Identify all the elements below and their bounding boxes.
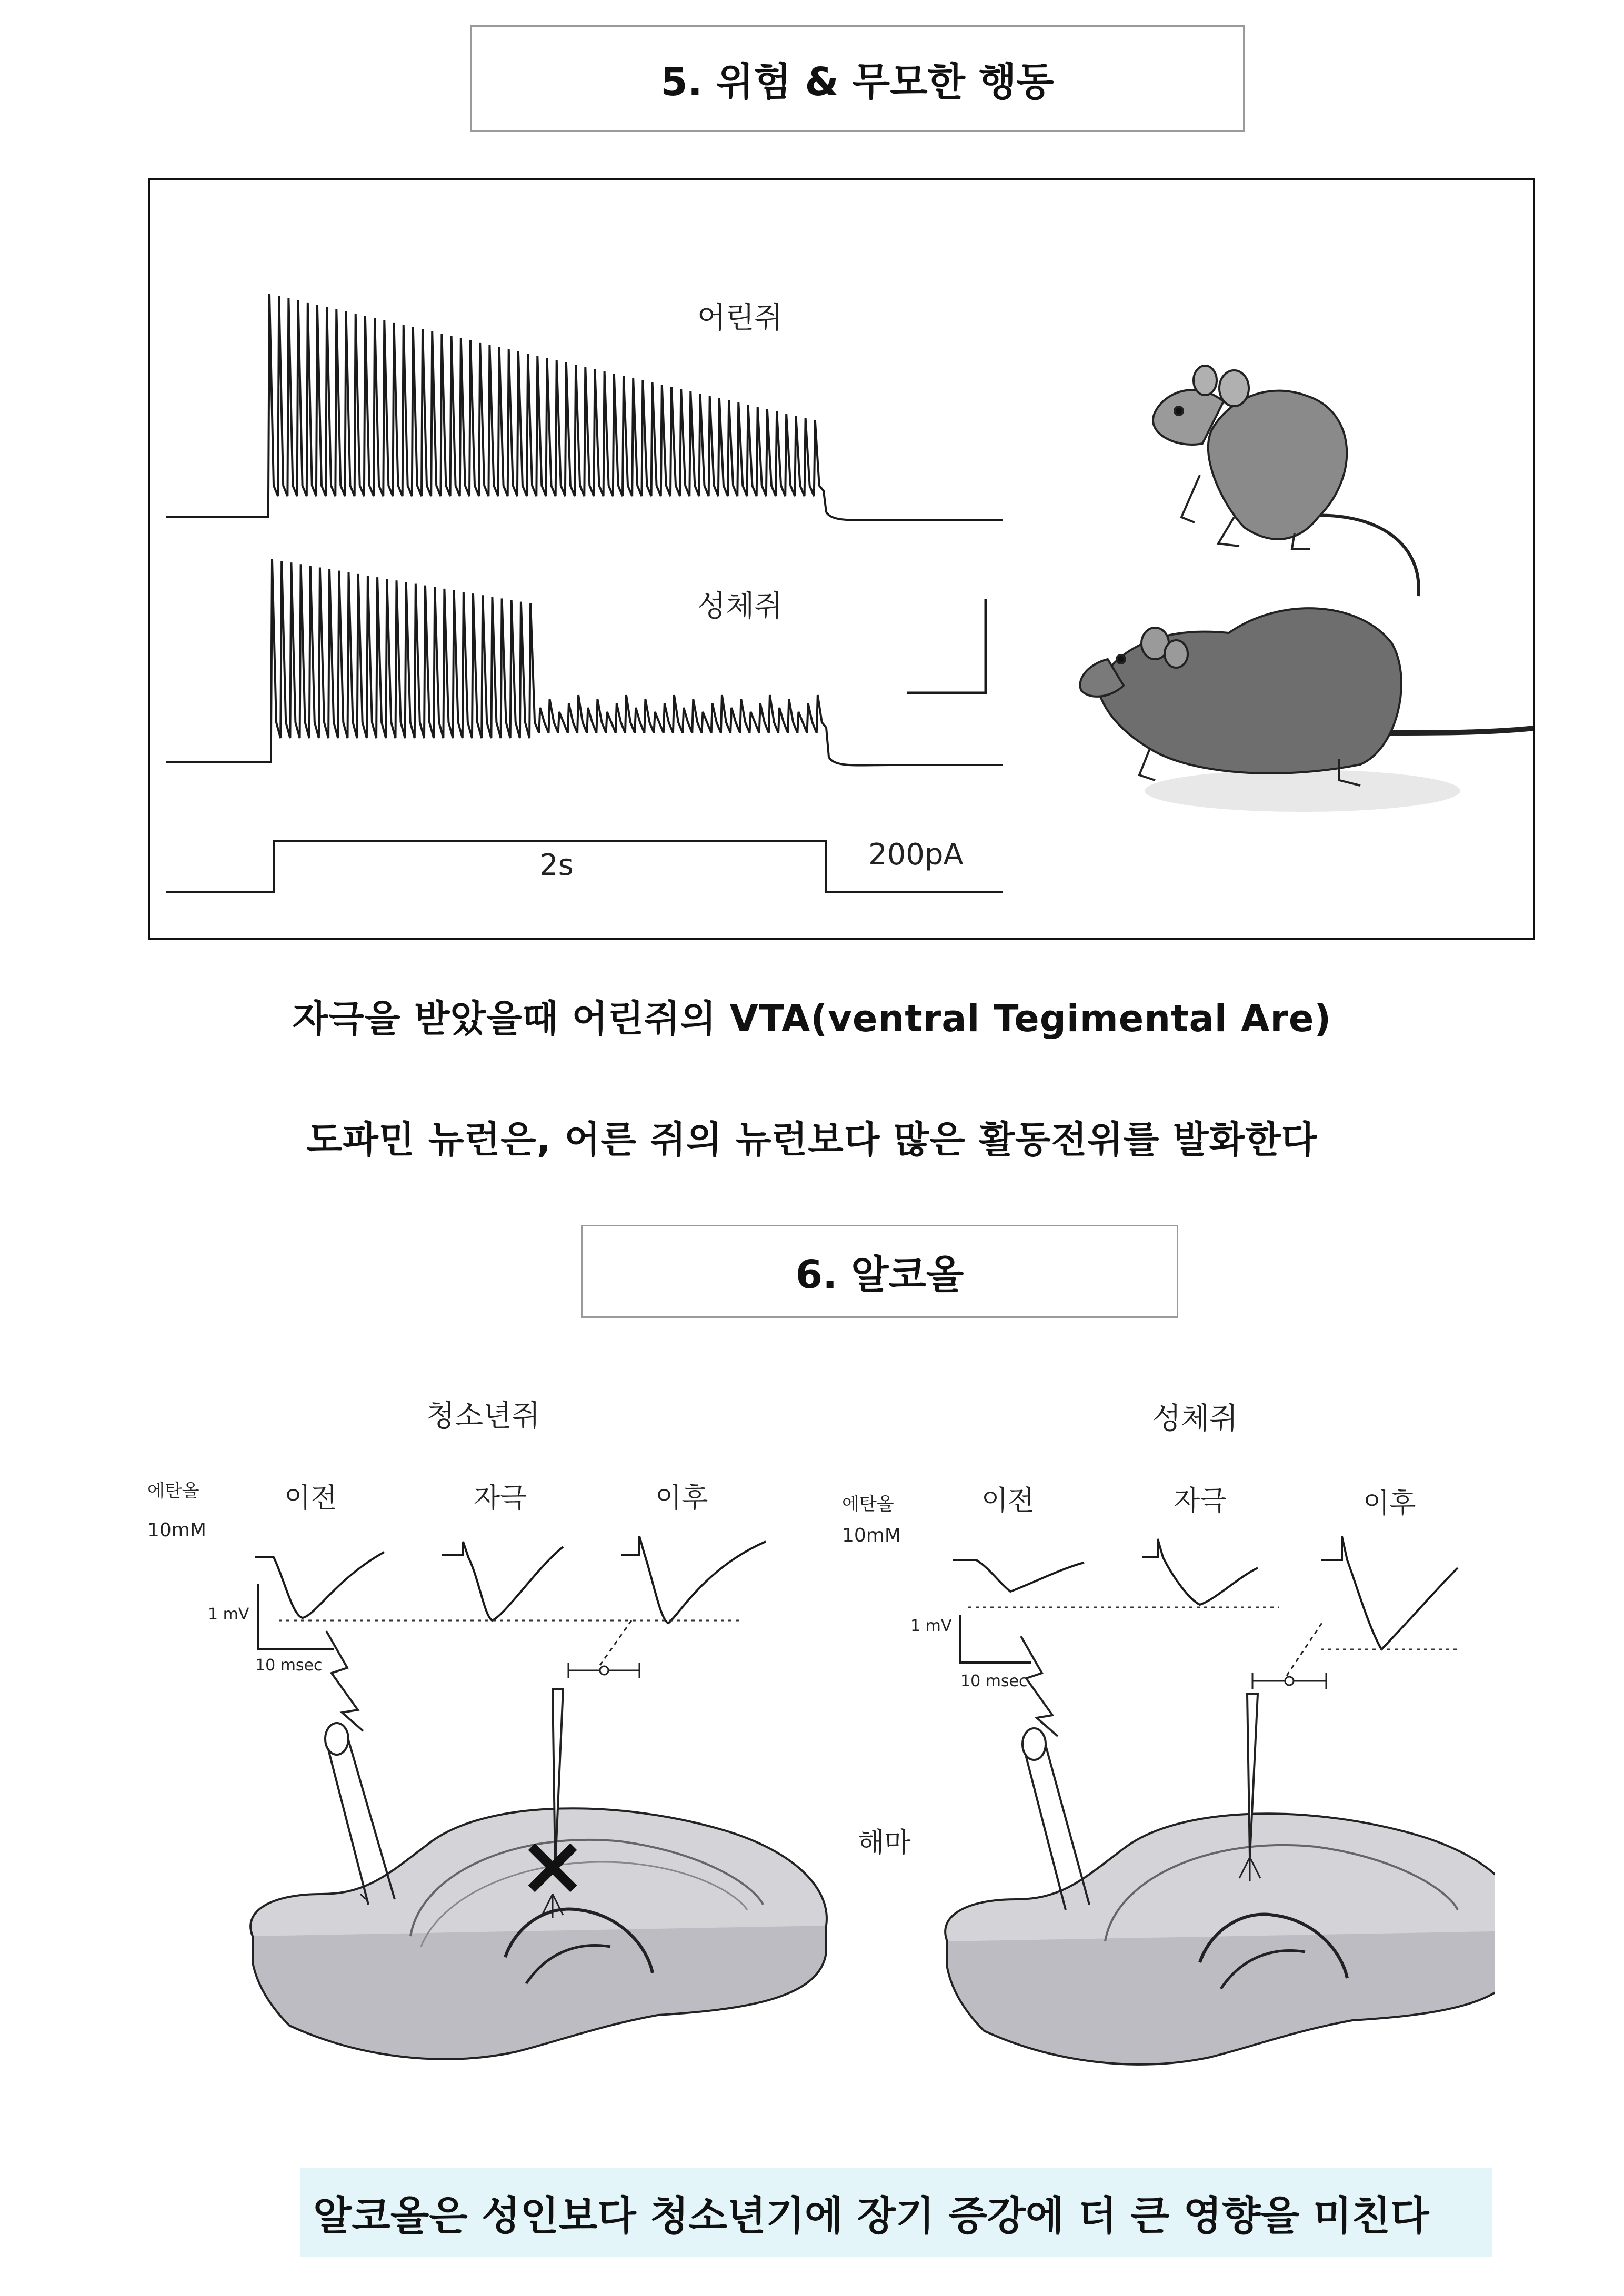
vta-firing-figure [148,178,1535,940]
adult-scale-t: 10 msec [960,1672,1028,1690]
adolescent-before-label: 이전 [284,1483,337,1514]
adult-stim-label: 자극 [1174,1485,1227,1517]
lightning-bolt-icon [326,1631,363,1731]
scale-bar [907,599,986,693]
adult-panel-title: 성체쥐 [1152,1402,1238,1436]
adult-scale-bar [960,1615,1031,1663]
adolescent-panel [147,1399,827,2059]
adolescent-scale-v: 1 mV [208,1605,249,1624]
adolescent-stim-trace [442,1542,563,1620]
adolescent-after-trace [621,1536,766,1623]
adult-conc-label: 10mM [842,1525,901,1546]
ltp-figure-svg [147,1368,1495,2157]
adult-hippocampus [945,1620,1495,2065]
adolescent-hippocampus [250,1620,827,2059]
current-label: 200pA [868,838,964,872]
adult-stim-trace [1142,1539,1258,1605]
adolescent-after-label: 이후 [655,1483,708,1514]
adult-ethanol-label: 에탄올 [842,1494,894,1515]
adolescent-panel-title: 청소년쥐 [426,1399,540,1433]
adult-rat-illustration [1080,608,1533,812]
vta-figure-svg [150,180,1533,938]
section6-title: 6. 알코올 [581,1225,1178,1318]
ltp-ethanol-figure [147,1368,1495,2159]
adult-rat-firing-trace [166,559,1003,766]
section5-caption-line1: 자극을 받았을때 어린쥐의 VTA(ventral Tegimental Are) [292,997,1332,1040]
section5-caption-line2: 도파민 뉴런은, 어른 쥐의 뉴런보다 많은 활동전위를 발화한다 [306,1118,1318,1161]
section6-conclusion [300,2168,1492,2257]
young-rat-illustration [1153,366,1419,596]
section5-title: 5. 위험 & 무모한 행동 [470,25,1245,132]
hippocampus-label: 해마 [858,1827,911,1859]
adolescent-ethanol-label: 에탄올 [147,1481,199,1502]
young-rat-firing-trace [166,294,1003,520]
adolescent-stim-label: 자극 [474,1483,527,1514]
section6-conclusion-text: 알코올은 성인보다 청소년기에 장기 증강에 더 큰 영향을 미친다 [313,2192,1429,2239]
adolescent-conc-label: 10mM [147,1519,206,1541]
adult-before-trace [953,1560,1084,1592]
adolescent-scale-t: 10 msec [255,1656,323,1675]
adult-before-label: 이전 [981,1485,1035,1517]
adult-rat-label: 성체쥐 [697,589,783,623]
adolescent-before-trace [255,1552,384,1618]
duration-label: 2s [539,848,574,882]
young-rat-label: 어린쥐 [697,301,783,335]
adult-scale-v: 1 mV [910,1617,952,1635]
adult-after-label: 이후 [1363,1488,1416,1519]
adult-after-trace [1321,1536,1458,1649]
adolescent-scale-bar [258,1584,334,1649]
adult-panel [842,1402,1495,2065]
